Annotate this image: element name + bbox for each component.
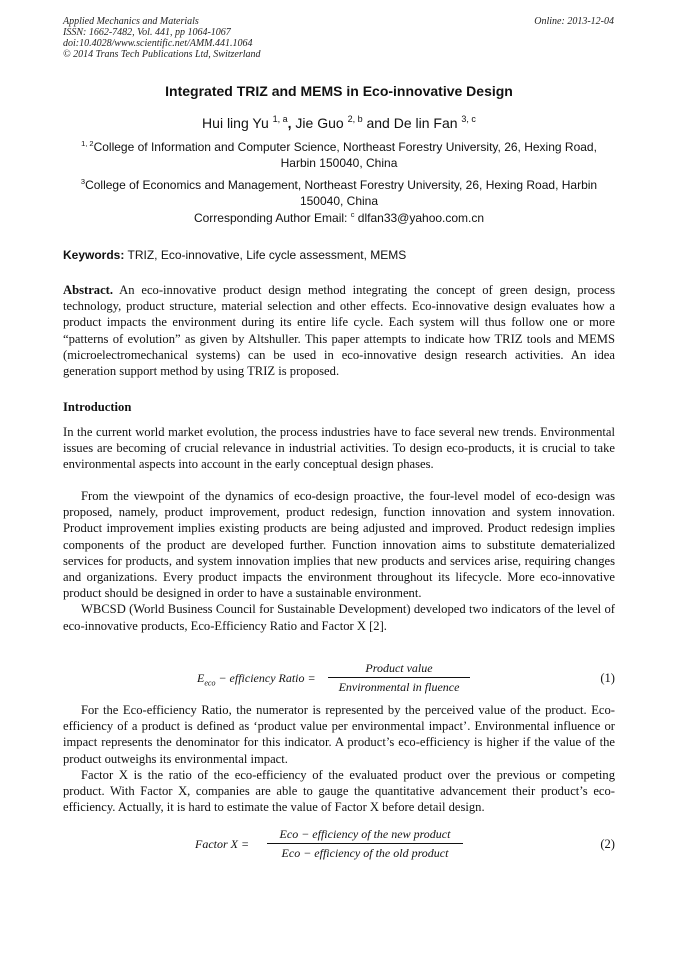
abstract-text: An eco-innovative product design method integrating the concept of green design, process technology, product structure, material selection and other effects. Eco-innovative design evaluates how a product impacts the environment during its entire life cycle. Each system will thus follow one or more “patterns of evolution” as given by Altshuller. This paper attempts to indicate how TRIZ tools and MEMS (microelectromechanical systems) can be used in eco-innovative design research activities. An idea generation support method by using TRIZ is proposed. [63, 283, 615, 379]
affiliation [63, 177, 615, 209]
author-name: Jie Guo [295, 115, 344, 131]
abstract [63, 282, 615, 379]
journal-copyright: © 2014 Trans Tech Publications Ltd, Switzerland [63, 49, 261, 60]
fraction-bar [328, 677, 470, 678]
author-affiliation-mark: 3, c [461, 114, 476, 124]
equation-numerator: Product value [365, 661, 433, 675]
keywords-text: TRIZ, Eco-innovative, Life cycle assessment, MEMS [127, 248, 407, 262]
keywords-label: Keywords: [63, 248, 125, 262]
corresponding-label: Corresponding Author Email: [193, 211, 348, 225]
corresponding-author [0, 210, 678, 226]
corresponding-mark: c [350, 210, 355, 219]
paragraph-text: In the current world market evolution, the process industries have to face several new trends. Environmental issues are becoming of crucial relevance in industrial activities. To design eco-products, it is crucial to take environmental aspects into account in the early conceptual design phases. [63, 425, 615, 472]
author-list [0, 114, 678, 132]
affiliation-mark: 3 [80, 177, 86, 186]
equation-denominator: Eco − efficiency of the old product [281, 846, 449, 860]
equation-symbol: E [197, 671, 205, 685]
equation-lhs: Factor X = [195, 837, 250, 851]
paragraph-text: WBCSD (World Business Council for Sustainable Development) developed two indicators of the level of eco-innovative products, Eco-Efficiency Ratio and Factor X [2]. [63, 602, 615, 633]
keywords [63, 247, 615, 263]
author-name: De lin Fan [393, 115, 458, 131]
equation-subscript: eco [204, 678, 216, 688]
equation-lhs [197, 671, 316, 687]
journal-doi[interactable]: doi:10.4028/www.scientific.net/AMM.441.1064 [63, 38, 253, 49]
equation-fraction [328, 660, 470, 695]
author-affiliation-mark: 2, b [347, 114, 363, 124]
online-date: Online: 2013-12-04 [534, 16, 614, 27]
equation-lhs-text: − efficiency Ratio = [215, 671, 316, 685]
paragraph-text: Factor X is the ratio of the eco-efficiency of the evaluated product over the previous or competing product. With Factor X, companies are able to gauge the quantitative advancement their product’s eco-efficiency. Actually, it is hard to estimate the value of Factor X before detail design. [63, 767, 615, 815]
paragraph-text: From the viewpoint of the dynamics of eco-design proactive, the four-level model of eco-design was proposed, namely, product improvement, product redesign, function innovation and system innovation. Product improvement implies existing products are being adjusted and improved. Product redesign implies components of the product are developed further. Function innovation aims to substitute dematerialized services for products, and system innovation implies that new products and services arise, requiring changes and organizations. Every product impacts the environment throughout its lifecycle. More eco-innovative product should be designed in order to have a sustainable environment. [63, 489, 615, 601]
journal-issn: ISSN: 1662-7482, Vol. 441, pp 1064-1067 [63, 27, 231, 38]
section-heading: Introduction [63, 400, 132, 414]
paragraph-text: For the Eco-efficiency Ratio, the numerator is represented by the perceived value of the product. Eco-efficiency of a product is defined as ‘product value per environmental impact’. Environmental influence or impact represents the denominator for this indicator. A product’s eco-efficiency is higher if the value of the product outweighs its environmental impact. [63, 703, 615, 766]
paragraph [63, 424, 615, 473]
author-name: Hui ling Yu [202, 115, 269, 131]
author-separator: , [287, 115, 292, 131]
affiliation [63, 139, 615, 171]
equation-factor-x [63, 826, 615, 864]
equation-numerator: Eco − efficiency of the new product [279, 827, 451, 841]
fraction-bar [267, 843, 463, 844]
journal-name: Applied Mechanics and Materials [63, 16, 199, 27]
author-and: and [366, 115, 390, 131]
author-affiliation-mark: 1, a [272, 114, 288, 124]
paper-title: Integrated TRIZ and MEMS in Eco-innovative Design [165, 83, 513, 99]
abstract-label: Abstract. [63, 283, 114, 297]
corresponding-email[interactable]: dlfan33@yahoo.com.cn [357, 211, 485, 225]
equation-denominator: Environmental in fluence [338, 680, 460, 694]
affiliation-text: College of Economics and Management, Northeast Forestry University, 26, Hexing Road, Harbin 150040, China [85, 178, 598, 208]
paragraph-group [63, 488, 615, 634]
equation-number: (1) [600, 671, 615, 685]
equation-number: (2) [600, 837, 615, 851]
affiliation-text: College of Information and Computer Science, Northeast Forestry University, 26, Hexing Road, Harbin 150040, China [93, 140, 597, 170]
affiliation-mark: 1, 2 [81, 139, 94, 148]
paragraph-group [63, 702, 615, 815]
equation-fraction [267, 826, 463, 861]
equation-eco-efficiency [63, 660, 615, 698]
journal-header [63, 16, 261, 60]
